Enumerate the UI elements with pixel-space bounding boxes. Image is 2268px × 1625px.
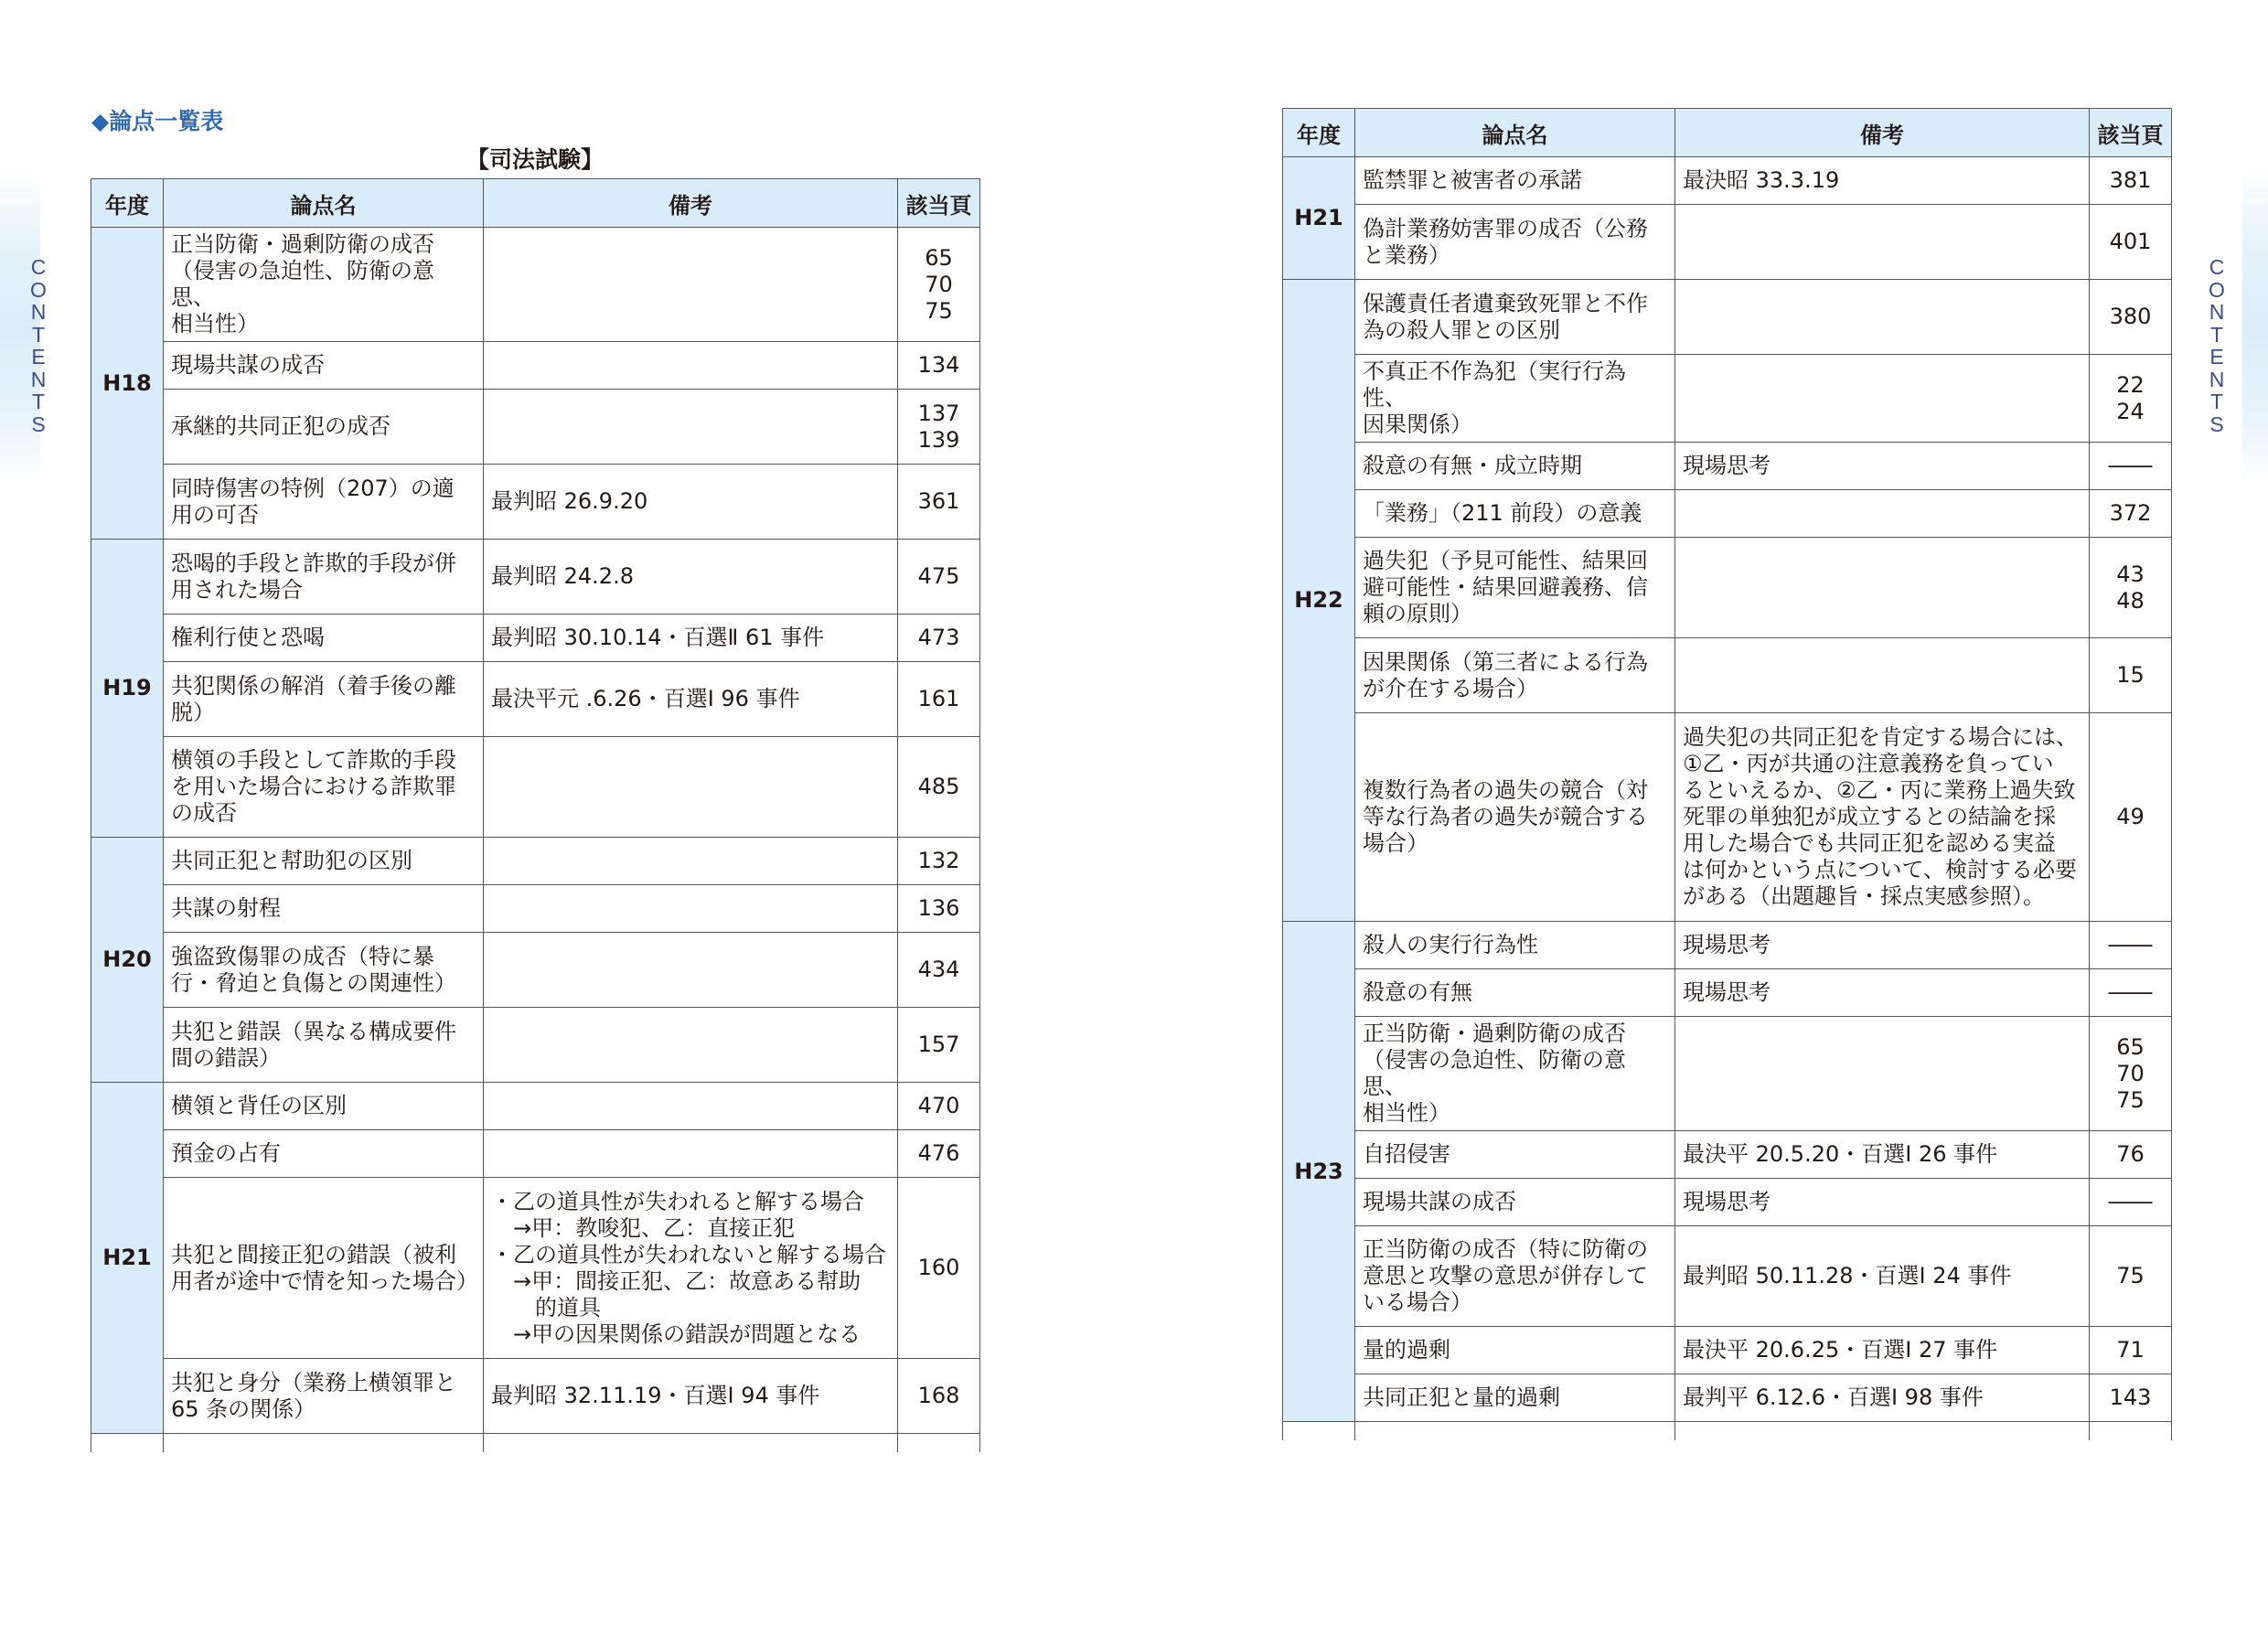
note-cell: 最判昭 50.11.28・百選Ⅰ 24 事件 — [1675, 1226, 2090, 1327]
table-row — [91, 838, 980, 885]
table-row — [91, 1359, 980, 1434]
topic-cell: 殺意の有無・成立時期 — [1355, 443, 1675, 490]
page-cell: 485 — [898, 737, 980, 838]
note-cell — [1675, 638, 2090, 713]
contents-side-tab-right — [2242, 169, 2268, 485]
topic-cell: 不真正不作為犯（実行行為性、 因果関係） — [1355, 355, 1675, 443]
topic-cell: 殺人の実行行為性 — [1355, 922, 1675, 969]
table-header-row — [1283, 109, 2172, 157]
table-row — [91, 540, 980, 615]
note-cell: 最判昭 26.9.20 — [484, 465, 898, 540]
page-cell: ―― — [2090, 443, 2172, 490]
table-row — [1283, 922, 2172, 969]
table-row — [91, 342, 980, 390]
page-cell: 134 — [898, 342, 980, 390]
topic-cell: 恐喝的手段と詐欺的手段が併 用された場合 — [164, 540, 484, 615]
year-cell: H20 — [91, 838, 164, 1083]
table-row — [1283, 538, 2172, 638]
topic-cell: 量的過剰 — [1355, 1327, 1675, 1374]
empty-cell — [164, 1434, 484, 1452]
table-row — [1283, 490, 2172, 538]
page-cell: 137 139 — [898, 390, 980, 465]
table-row — [91, 1008, 980, 1083]
page-cell: 434 — [898, 933, 980, 1008]
empty-cell — [898, 1434, 980, 1452]
note-cell — [1675, 490, 2090, 538]
table-row — [91, 662, 980, 737]
topic-cell: 預金の占有 — [164, 1130, 484, 1178]
table-row — [1283, 969, 2172, 1017]
page-cell: ―― — [2090, 922, 2172, 969]
contents-letter: N — [2209, 300, 2225, 324]
empty-cell — [1355, 1422, 1675, 1440]
page-cell: 470 — [898, 1083, 980, 1130]
table-row — [1283, 443, 2172, 490]
topic-cell: 共犯と間接正犯の錯誤（被利 用者が途中で情を知った場合） — [164, 1178, 484, 1359]
page-cell: 401 — [2090, 205, 2172, 280]
page-cell: ―― — [2090, 969, 2172, 1017]
year-cell: H22 — [1283, 280, 1355, 922]
page-cell: 476 — [898, 1130, 980, 1178]
note-cell — [1675, 280, 2090, 355]
topic-cell: 現場共謀の成否 — [164, 342, 484, 390]
issues-table-right — [1282, 108, 2172, 1440]
table-row — [1283, 713, 2172, 922]
note-cell — [484, 1008, 898, 1083]
note-cell: 最決昭 33.3.19 — [1675, 157, 2090, 205]
year-cell: H21 — [1283, 157, 1355, 280]
table-row — [91, 1083, 980, 1130]
contents-letter: E — [2209, 345, 2224, 369]
continuation-row — [91, 1434, 980, 1452]
note-cell: 最判昭 32.11.19・百選Ⅰ 94 事件 — [484, 1359, 898, 1434]
page-cell: 132 — [898, 838, 980, 885]
table-row — [1283, 1327, 2172, 1374]
topic-cell: 共同正犯と量的過剰 — [1355, 1374, 1675, 1422]
table-row — [1283, 1179, 2172, 1226]
note-cell: 最判平 6.12.6・百選Ⅰ 98 事件 — [1675, 1374, 2090, 1422]
topic-cell: 保護責任者遺棄致死罪と不作 為の殺人罪との区別 — [1355, 280, 1675, 355]
topic-cell: 因果関係（第三者による行為 が介在する場合） — [1355, 638, 1675, 713]
page-cell: 71 — [2090, 1327, 2172, 1374]
page-cell: 49 — [2090, 713, 2172, 922]
year-cell: H21 — [91, 1083, 164, 1434]
table-row — [1283, 1017, 2172, 1131]
page-cell: 65 70 75 — [2090, 1017, 2172, 1131]
page-cell: 381 — [2090, 157, 2172, 205]
note-cell: 最判昭 24.2.8 — [484, 540, 898, 615]
note-cell — [484, 228, 898, 342]
note-cell — [484, 1130, 898, 1178]
page-cell: 473 — [898, 615, 980, 662]
empty-cell — [1675, 1422, 2090, 1440]
empty-cell — [484, 1434, 898, 1452]
year-cell: H23 — [1283, 922, 1355, 1422]
col-note: 備考 — [1675, 109, 2090, 157]
note-cell: 現場思考 — [1675, 969, 2090, 1017]
topic-cell: 監禁罪と被害者の承諾 — [1355, 157, 1675, 205]
contents-letter: S — [31, 412, 46, 436]
note-cell — [484, 885, 898, 933]
contents-letter: T — [31, 390, 46, 413]
topic-cell: 現場共謀の成否 — [1355, 1179, 1675, 1226]
topic-cell: 「業務」（211 前段）の意義 — [1355, 490, 1675, 538]
table-row — [1283, 157, 2172, 205]
note-cell: 現場思考 — [1675, 443, 2090, 490]
contents-letter: C — [2209, 255, 2225, 279]
contents-letter: S — [2209, 412, 2224, 436]
topic-cell: 正当防衛・過剰防衛の成否 （侵害の急迫性、防衛の意思、 相当性） — [164, 228, 484, 342]
note-cell — [1675, 205, 2090, 280]
topic-cell: 偽計業務妨害罪の成否（公務 と業務） — [1355, 205, 1675, 280]
table-row — [91, 1178, 980, 1359]
continuation-row — [1283, 1422, 2172, 1440]
note-cell: 最判昭 30.10.14・百選Ⅱ 61 事件 — [484, 615, 898, 662]
page-cell: ―― — [2090, 1179, 2172, 1226]
page-cell: 361 — [898, 465, 980, 540]
topic-cell: 共犯と錯誤（異なる構成要件 間の錯誤） — [164, 1008, 484, 1083]
table-row — [1283, 205, 2172, 280]
page-cell: 43 48 — [2090, 538, 2172, 638]
topic-cell: 強盗致傷罪の成否（特に暴 行・脅迫と負傷との関連性） — [164, 933, 484, 1008]
table-row — [1283, 355, 2172, 443]
topic-cell: 共謀の射程 — [164, 885, 484, 933]
topic-cell: 正当防衛の成否（特に防衛の 意思と攻撃の意思が併存して いる場合） — [1355, 1226, 1675, 1327]
note-cell — [1675, 1017, 2090, 1131]
table-row — [1283, 1374, 2172, 1422]
contents-letter: N — [30, 300, 47, 324]
contents-letter: T — [31, 322, 46, 347]
page-cell: 136 — [898, 885, 980, 933]
col-page: 該当頁 — [898, 179, 980, 228]
table-row — [91, 465, 980, 540]
empty-cell — [91, 1434, 164, 1452]
contents-letter: O — [30, 277, 47, 302]
page-cell: 143 — [2090, 1374, 2172, 1422]
contents-letter: T — [2209, 390, 2224, 413]
empty-cell — [1283, 1422, 1355, 1440]
topic-cell: 複数行為者の過失の競合（対 等な行為者の過失が競合する 場合） — [1355, 713, 1675, 922]
exam-subtitle: 【司法試験】 — [465, 146, 604, 173]
note-cell: 現場思考 — [1675, 1179, 2090, 1226]
note-cell — [484, 838, 898, 885]
note-cell: 最決平 20.5.20・百選Ⅰ 26 事件 — [1675, 1131, 2090, 1179]
col-topic: 論点名 — [164, 179, 484, 228]
note-cell — [484, 342, 898, 390]
table-row — [91, 737, 980, 838]
page-cell: 76 — [2090, 1131, 2172, 1179]
note-cell — [484, 390, 898, 465]
note-cell — [1675, 355, 2090, 443]
topic-cell: 殺意の有無 — [1355, 969, 1675, 1017]
table-row — [91, 1130, 980, 1178]
page-cell: 380 — [2090, 280, 2172, 355]
table-header-row — [91, 179, 980, 228]
table-row — [1283, 1131, 2172, 1179]
col-year: 年度 — [91, 179, 164, 228]
page-cell: 160 — [898, 1178, 980, 1359]
empty-cell — [2090, 1422, 2172, 1440]
contents-letter: C — [30, 255, 47, 279]
topic-cell: 横領と背任の区別 — [164, 1083, 484, 1130]
page-cell: 75 — [2090, 1226, 2172, 1327]
contents-letter: O — [2209, 277, 2225, 302]
topic-cell: 正当防衛・過剰防衛の成否 （侵害の急迫性、防衛の意思、 相当性） — [1355, 1017, 1675, 1131]
table-row — [1283, 1226, 2172, 1327]
note-cell: ・乙の道具性が失われると解する場合 →甲：教唆犯、乙：直接正犯 ・乙の道具性が失われないと解する場合 →甲：間接正犯、乙：故意ある幇助 的道具 →甲の因果関係の錯誤が問題となる — [484, 1178, 898, 1359]
table-row — [91, 228, 980, 342]
contents-letter: N — [30, 367, 47, 391]
note-cell — [484, 1083, 898, 1130]
col-year: 年度 — [1283, 109, 1355, 157]
note-cell: 最決平 20.6.25・百選Ⅰ 27 事件 — [1675, 1327, 2090, 1374]
topic-cell: 過失犯（予見可能性、結果回 避可能性・結果回避義務、信 頼の原則） — [1355, 538, 1675, 638]
col-note: 備考 — [484, 179, 898, 228]
page-cell: 372 — [2090, 490, 2172, 538]
table-row — [91, 390, 980, 465]
contents-letter: N — [2209, 367, 2225, 391]
page-cell: 157 — [898, 1008, 980, 1083]
page-cell: 161 — [898, 662, 980, 737]
topic-cell: 権利行使と恐喝 — [164, 615, 484, 662]
contents-side-label-left — [22, 256, 55, 435]
note-cell — [484, 933, 898, 1008]
year-cell: H19 — [91, 540, 164, 838]
note-cell: 現場思考 — [1675, 922, 2090, 969]
topic-cell: 共犯と身分（業務上横領罪と 65 条の関係） — [164, 1359, 484, 1434]
note-cell: 最決平元 .6.26・百選Ⅰ 96 事件 — [484, 662, 898, 737]
table-row — [91, 933, 980, 1008]
section-heading: ◆論点一覧表 — [91, 108, 224, 134]
topic-cell: 承継的共同正犯の成否 — [164, 390, 484, 465]
topic-cell: 同時傷害の特例（207）の適 用の可否 — [164, 465, 484, 540]
topic-cell: 共犯関係の解消（着手後の離 脱） — [164, 662, 484, 737]
table-row — [91, 615, 980, 662]
topic-cell: 共同正犯と幇助犯の区別 — [164, 838, 484, 885]
contents-side-label-right — [2200, 256, 2233, 435]
contents-letter: T — [2209, 322, 2224, 347]
table-row — [1283, 638, 2172, 713]
topic-cell: 横領の手段として詐欺的手段 を用いた場合における詐欺罪 の成否 — [164, 737, 484, 838]
note-cell — [484, 737, 898, 838]
col-page: 該当頁 — [2090, 109, 2172, 157]
table-row — [91, 885, 980, 933]
page-cell: 65 70 75 — [898, 228, 980, 342]
table-row — [1283, 280, 2172, 355]
contents-letter: E — [31, 345, 46, 369]
note-cell: 過失犯の共同正犯を肯定する場合には、 ①乙・丙が共通の注意義務を負ってい るといえるか、②乙・丙に業務上過失致 死罪の単独犯が成立するとの結論を採 用した場合でも共同正犯を認める実益 は何かという点について、検討する必要 がある（出題趣旨・採点実感参照）。 — [1675, 713, 2090, 922]
col-topic: 論点名 — [1355, 109, 1675, 157]
year-cell: H18 — [91, 228, 164, 540]
page-cell: 22 24 — [2090, 355, 2172, 443]
topic-cell: 自招侵害 — [1355, 1131, 1675, 1179]
issues-table-left — [91, 178, 980, 1452]
page-cell: 475 — [898, 540, 980, 615]
note-cell — [1675, 538, 2090, 638]
page-cell: 15 — [2090, 638, 2172, 713]
page-cell: 168 — [898, 1359, 980, 1434]
